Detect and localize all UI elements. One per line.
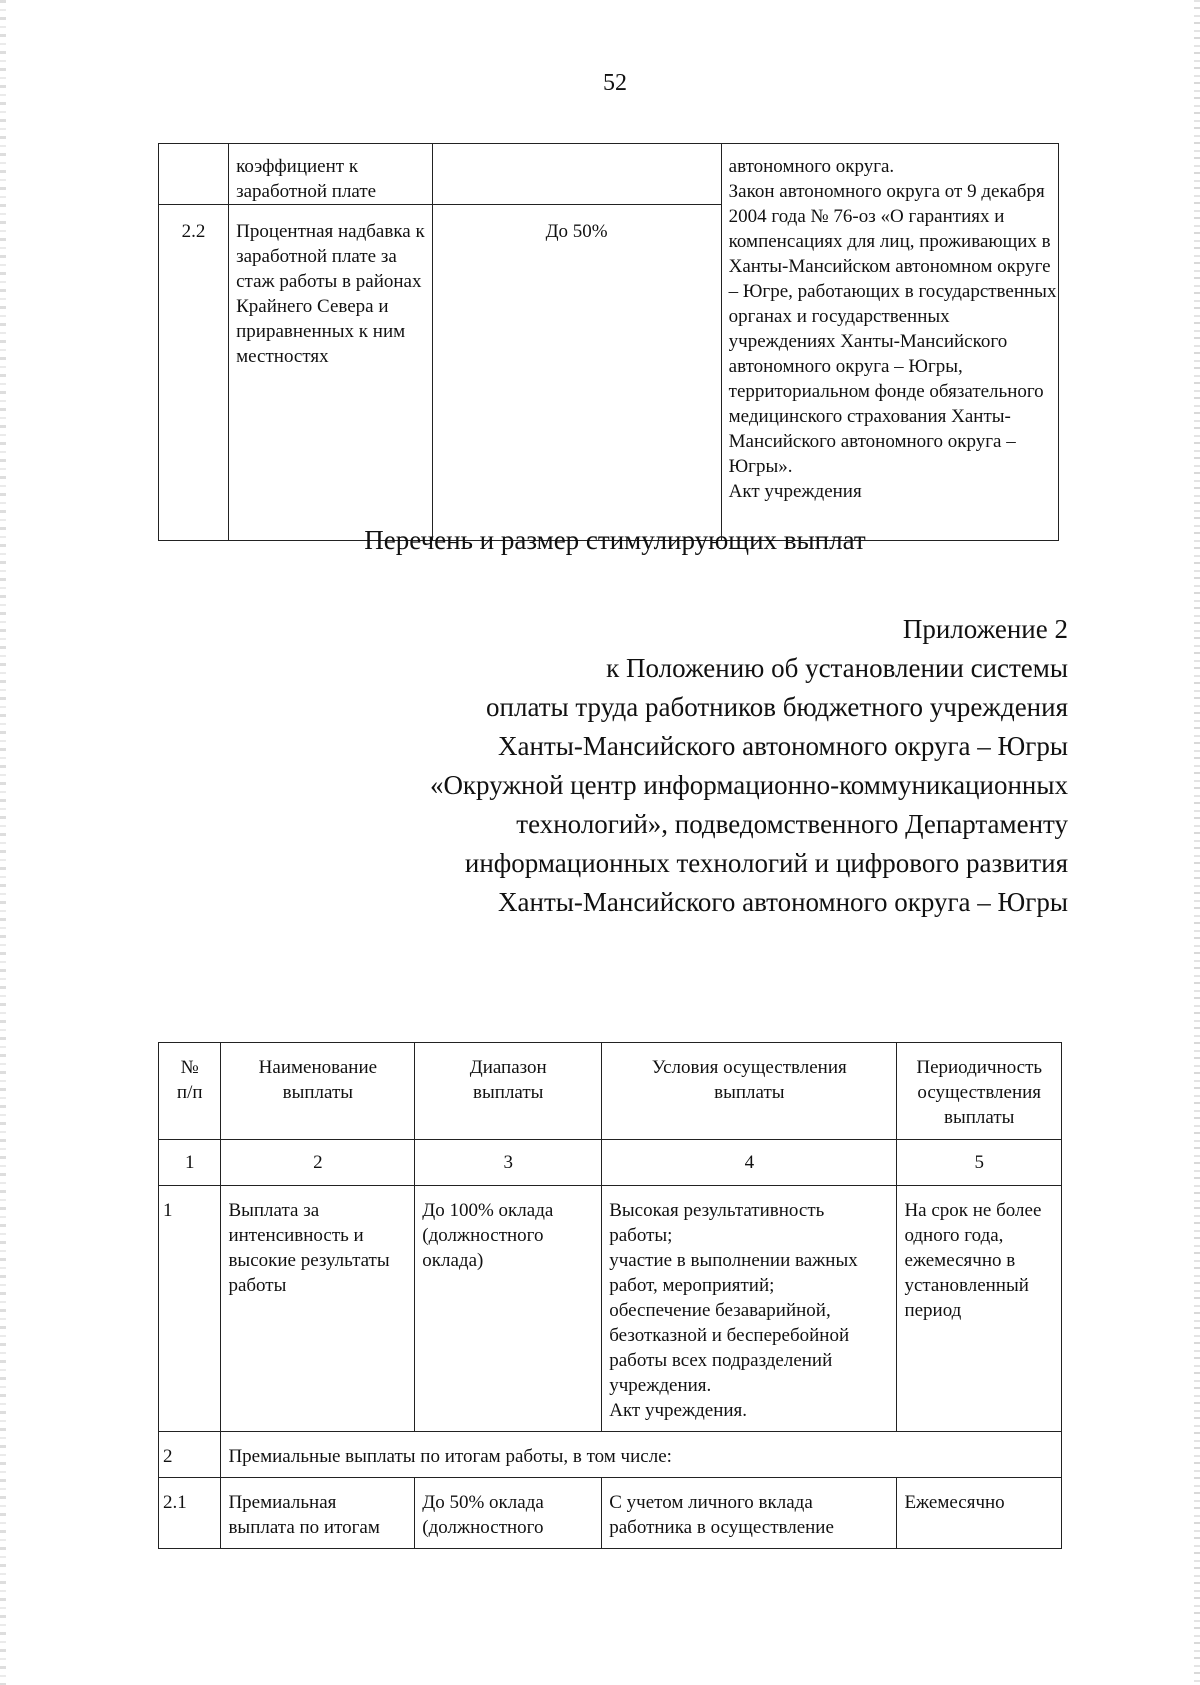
column-number-row — [159, 1140, 1062, 1186]
header-cell — [221, 1043, 415, 1140]
row-number: 2.2 — [181, 221, 206, 242]
table-cell — [159, 205, 229, 541]
appendix-line: Приложение 2 — [902, 614, 1068, 644]
table-cell — [229, 205, 432, 541]
header-text: № п/п — [176, 1057, 203, 1103]
table-cell — [432, 144, 721, 205]
header-text: Диапазон выплаты — [469, 1057, 547, 1103]
row-number: 1 — [159, 1186, 221, 1432]
table-row — [159, 144, 1059, 205]
column-number: 1 — [159, 1140, 221, 1186]
scan-edge-right — [1194, 0, 1200, 1685]
header-cell — [415, 1043, 602, 1140]
payment-period: На срок не более одного года, ежемесячно в установленный период — [897, 1186, 1062, 1432]
payment-period: Ежемесячно — [897, 1478, 1062, 1549]
column-number: 3 — [415, 1140, 602, 1186]
appendix-header — [430, 610, 1068, 922]
table-cell — [229, 144, 432, 205]
payment-conditions: С учетом личного вклада работника в осуществление — [602, 1478, 897, 1549]
table-header-row — [159, 1043, 1062, 1140]
appendix-line: Ханты-Мансийского автономного округа – Югры — [498, 731, 1068, 761]
column-number: 4 — [602, 1140, 897, 1186]
appendix-line: технологий», подведомственного Департаменту — [516, 809, 1068, 839]
table-cell — [159, 144, 229, 205]
continuation-table — [158, 143, 1059, 541]
table-cell — [432, 205, 721, 541]
header-cell — [897, 1043, 1062, 1140]
section-text: Премиальные выплаты по итогам работы, в том числе: — [221, 1432, 1062, 1478]
column-number: 2 — [221, 1140, 415, 1186]
scan-edge-left — [0, 0, 6, 1685]
payment-conditions: Высокая результативность работы; участие в выполнении важных работ, мероприятий; обеспечение безаварийной, безотказной и бесперебойной работы всех подразделений учреждения. Акт учреждения. — [602, 1186, 897, 1432]
table-section-row — [159, 1432, 1062, 1478]
cell-text: коэффициент к заработной плате — [236, 156, 377, 202]
stimulus-payments-table — [158, 1042, 1062, 1549]
header-cell — [159, 1043, 221, 1140]
header-text: Периодичность осуществления выплаты — [916, 1057, 1043, 1128]
payment-name: Премиальная выплата по итогам — [221, 1478, 415, 1549]
row-number: 2 — [159, 1432, 221, 1478]
header-text: Условия осуществления выплаты — [651, 1057, 847, 1103]
cell-text: автономного округа. Закон автономного округа от 9 декабря 2004 года № 76-оз «О гарантиях и компенсациях для лиц, проживающих в Ханты-Мансийском автономном округе – Югре, работающих в государственных органах и государственных учреждениях Ханты-Мансийского автономного округа – Югры, территориальном фонде обязательного медицинского страхования Ханты-Мансийского автономного округа – Югры». Акт учреждения — [728, 156, 1057, 502]
table-row — [159, 1186, 1062, 1432]
table-cell — [721, 144, 1058, 541]
appendix-line: к Положению об установлении системы — [606, 653, 1068, 683]
document-title: Перечень и размер стимулирующих выплат — [364, 525, 866, 555]
header-text: Наименование выплаты — [258, 1057, 378, 1103]
cell-text: До 50% — [545, 221, 608, 242]
payment-range: До 50% оклада (должностного — [415, 1478, 602, 1549]
payment-name: Выплата за интенсивность и высокие результаты работы — [221, 1186, 415, 1432]
cell-text: Процентная надбавка к заработной плате за стаж работы в районах Крайнего Севера и приравненных к ним местностях — [236, 221, 425, 367]
header-cell — [602, 1043, 897, 1140]
row-number: 2.1 — [159, 1478, 221, 1549]
table-row — [159, 1478, 1062, 1549]
appendix-line: оплаты труда работников бюджетного учреждения — [486, 692, 1068, 722]
appendix-line: Ханты-Мансийского автономного округа – Югры — [498, 887, 1068, 917]
column-number: 5 — [897, 1140, 1062, 1186]
appendix-line: информационных технологий и цифрового развития — [464, 848, 1068, 878]
page-number: 52 — [603, 70, 627, 96]
appendix-line: «Окружной центр информационно-коммуникационных — [429, 770, 1068, 800]
payment-range: До 100% оклада (должностного оклада) — [415, 1186, 602, 1432]
